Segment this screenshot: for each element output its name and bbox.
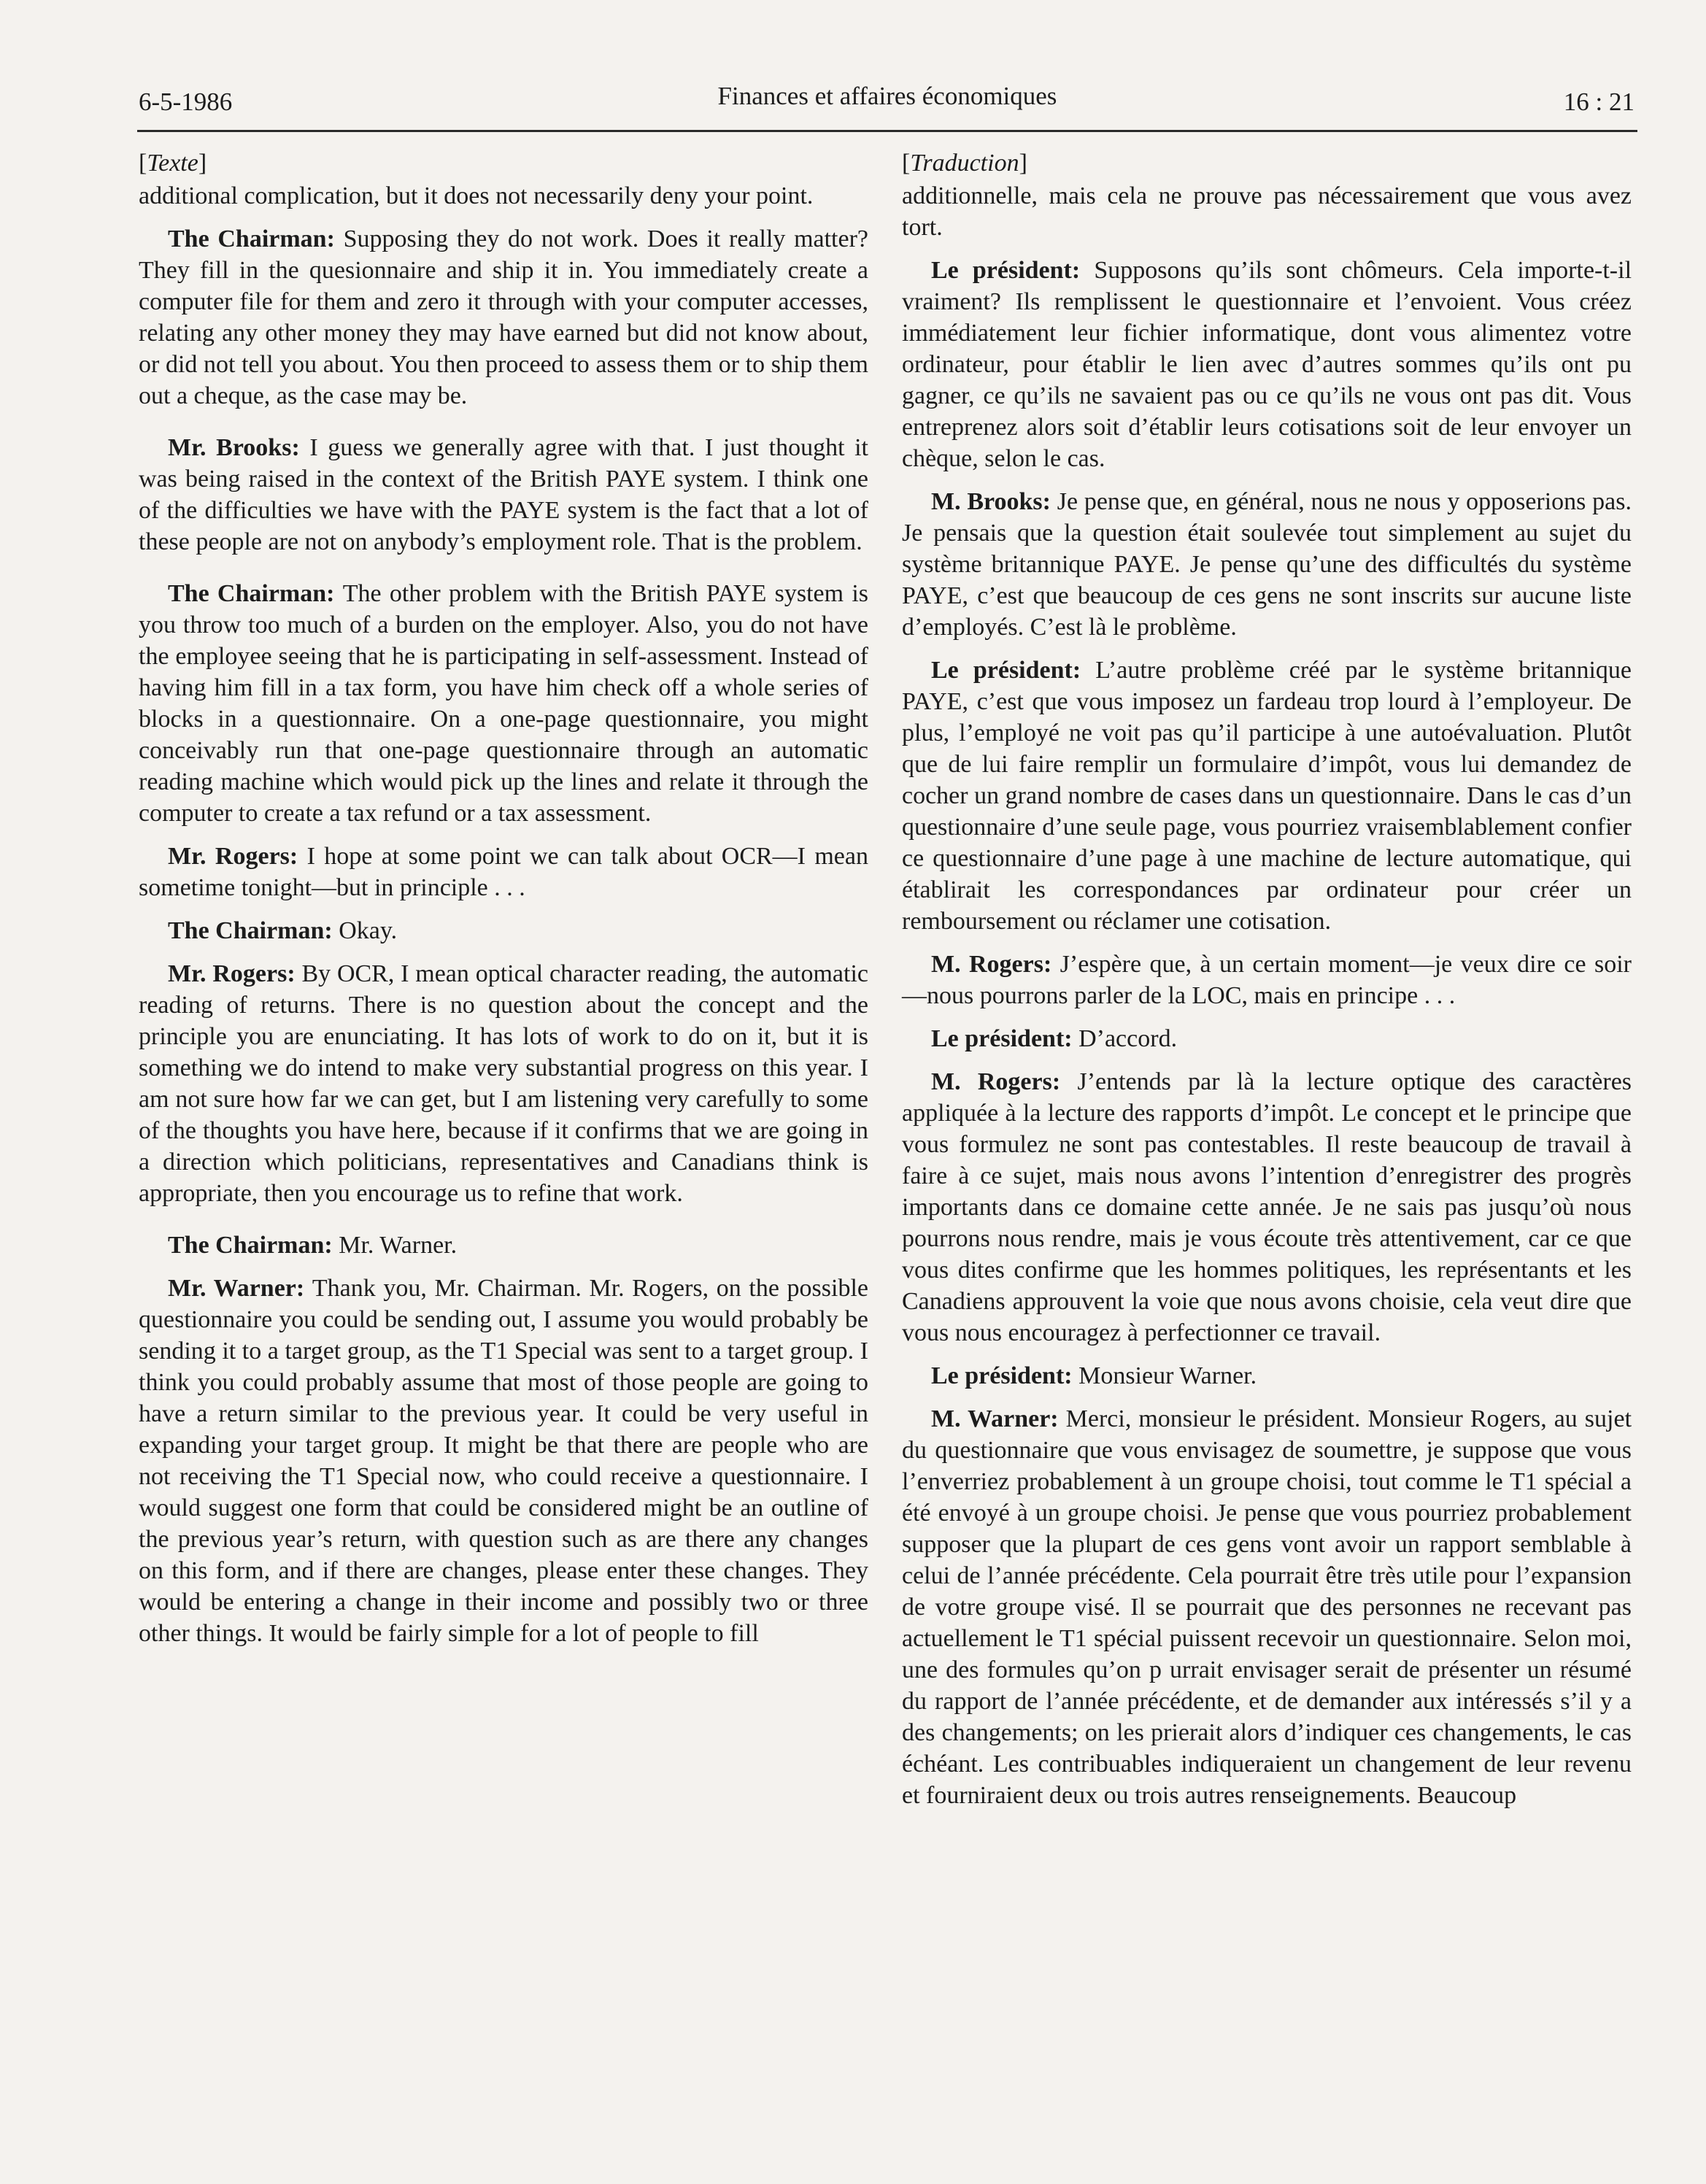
column-french: [902, 147, 1632, 1823]
column-tag-texte: [Texte]: [139, 150, 207, 177]
header-page-number: 16 : 21: [1563, 88, 1634, 116]
speaker-name: Mr. Warner:: [168, 1275, 305, 1302]
speech-paragraph: Le président: Monsieur Warner.: [931, 1362, 1257, 1389]
speech-paragraph: M. Rogers: J’espère que, à un certain moment—je veux dire ce soir—nous pourrons parler de la LOC, mais en principe . . .: [902, 951, 1632, 1009]
speech-paragraph: M. Brooks: Je pense que, en général, nous ne nous y opposerions pas. Je pensais que la question était soulevée tout simplement au sujet du système britannique PAYE. Je pense qu’une des difficultés du système PAYE, c’est que beaucoup de ces gens ne sont inscrits sur aucune liste d’employés. C’est là le problème.: [902, 488, 1632, 641]
speaker-name: Le président:: [931, 657, 1081, 684]
speaker-name: The Chairman:: [168, 917, 333, 944]
speaker-name: Mr. Brooks:: [168, 434, 300, 461]
speech-paragraph: M. Rogers: J’entends par là la lecture optique des caractères appliquée à la lecture des rapports d’impôt. Le concept et le principe que vous formulez ne sont pas contestables. Il reste beaucoup de travail à faire à ce sujet, mais nous avons l’intention d’enregistrer des progrès importants dans ce domaine cette année. Je ne sais pas jusqu’où nous pourrons nous rendre, mais je vous écoute très attentivement, car ce que vous dites confirme que les hommes politiques, les représentants et les Canadiens approuvent la voie que nous avons choisie, cela veut dire que vous nous encouragez à perfectionner ce travail.: [902, 1068, 1632, 1346]
speech-paragraph: Mr. Brooks: I guess we generally agree with that. I just thought it was being raised in the context of the British PAYE system. I think one of the difficulties we have with the PAYE system is the fact that a lot of these people are not on anybody’s employment role. That is the problem.: [139, 434, 868, 555]
speech-paragraph: Le président: Supposons qu’ils sont chômeurs. Cela importe-t-il vraiment? Ils remplissent le questionnaire et l’envoient. Vous créez immédiatement leur fichier informatique, dont vous alimentez votre ordinateur, pour établir le lien avec d’autres sommes qu’ils ont pu gagner, ce qu’ils ne savaient pas ou ce qu’ils ne vous ont pas dit. Vous entreprenez alors soit d’établir leurs cotisations soit de leur envoyer un chèque, selon le cas.: [902, 257, 1632, 472]
speaker-name: The Chairman:: [168, 580, 335, 607]
speech-paragraph: Mr. Warner: Thank you, Mr. Chairman. Mr. Rogers, on the possible questionnaire you could be sending out, I assume you would probably be sending it to a target group, as the T1 Special was sent to a target group. I think you could probably assume that most of those people are going to have a return similar to the previous year. It could be very useful in expanding your target group. It might be that there are people who are not receiving the T1 Special now, who could receive a questionnaire. I would suggest one form that could be considered might be an outline of the previous year’s return, with question such as are there any changes on this form, and if there are changes, please enter these changes. They would be entering a change in their income and possibly two or three other things. It would be fairly simple for a lot of people to fill: [139, 1275, 869, 1647]
speech-paragraph: M. Warner: Merci, monsieur le président. Monsieur Rogers, au sujet du questionnaire que vous envisagez de soumettre, je suppose que vous l’enverriez probablement à un groupe choisi, tout comme le T1 spécial a été envoyé à un groupe choisi. Je pense que vous pourriez probablement supposer que la plupart de ces gens vont avoir un rapport semblable à celui de l’année précédente. Cela pourrait être très utile pour l’expansion de votre groupe visé. Il se pourrait que des personnes ne recevant pas actuellement le T1 spécial puissent recevoir un questionnaire. Selon moi, une des formules qu’on p urrait envisager serait de présenter un résumé du rapport de l’année précédente, et de demander aux intéressés s’il y a des changements; on les prierait alors d’indiquer ces changements, le cas échéant. Les contribuables indiqueraient un changement de leur revenu et fourniraient deux ou trois autres renseignements. Beaucoup: [902, 1405, 1632, 1809]
speaker-name: M. Rogers:: [931, 951, 1052, 978]
column-english: [139, 147, 868, 1661]
speech-paragraph: Le président: D’accord.: [931, 1025, 1178, 1052]
page-header: [137, 79, 1637, 132]
speech-paragraph: The Chairman: Okay.: [168, 917, 398, 944]
column-tag-traduction: [Traduction]: [902, 150, 1027, 177]
speech-paragraph: The Chairman: Supposing they do not work. Does it really matter? They fill in the quesionnaire and ship it in. You immediately create a computer file for them and zero it through with your computer accesses, relating any other money they may have earned but did not know about, or did not tell you about. You then proceed to assess them or to ship them out a cheque, as the case may be.: [139, 225, 868, 409]
header-title: Finances et affaires économiques: [717, 82, 1057, 110]
speaker-name: Le président:: [931, 257, 1081, 284]
speech-paragraph: The Chairman: Mr. Warner.: [168, 1232, 458, 1259]
speaker-name: M. Brooks:: [931, 488, 1051, 515]
header-date: 6-5-1986: [139, 88, 233, 116]
speaker-name: The Chairman:: [168, 225, 335, 252]
speaker-name: Le président:: [931, 1025, 1073, 1052]
speech-paragraph: Mr. Rogers: By OCR, I mean optical character reading, the automatic reading of returns. There is no question about the concept and the principle you are enunciating. It has lots of work to do on it, but it is something we do intend to make very substantial progress on this year. I am not sure how far we can get, but I am listening very carefully to some of the thoughts you have here, because if it confirms that we are going in a direction which politicians, representatives and Canadians think is appropriate, then you encourage us to refine that work.: [139, 960, 869, 1207]
paragraph: additionnelle, mais cela ne prouve pas nécessairement que vous avez tort.: [902, 182, 1632, 241]
speaker-name: Le président:: [931, 1362, 1073, 1389]
speech-paragraph: Mr. Rogers: I hope at some point we can talk about OCR—I mean sometime tonight—but in principle . . .: [139, 843, 868, 901]
speech-paragraph: Le président: L’autre problème créé par le système britannique PAYE, c’est que vous imposez un fardeau trop lourd à l’employeur. De plus, l’employé ne voit pas qu’il participe à une autoévaluation. Plutôt que de lui faire remplir un formulaire d’impôt, vous lui demandez de cocher un grand nombre de cases dans un questionnaire. Dans le cas d’un questionnaire d’une seule page, vous pourriez vraisemblablement confier ce questionnaire d’une page à une machine de lecture automatique, qui établirait les correspondances par ordinateur pour créer un remboursement ou réclamer une cotisation.: [902, 657, 1632, 935]
speaker-name: Mr. Rogers:: [168, 960, 296, 987]
paragraph: additional complication, but it does not necessarily deny your point.: [139, 182, 814, 209]
speaker-name: M. Warner:: [931, 1405, 1059, 1432]
speaker-name: The Chairman:: [168, 1232, 333, 1259]
speech-paragraph: The Chairman: The other problem with the British PAYE system is you throw too much of a burden on the employer. Also, you do not have the employee seeing that he is participating in self-assessment. Instead of having him fill in a tax form, you have him check off a whole series of blocks in a questionnaire. On a one-page questionnaire, you might conceivably run that one-page questionnaire through an automatic reading machine which would pick up the lines and relate it through the computer to create a tax refund or a tax assessment.: [139, 580, 869, 827]
speaker-name: M. Rogers:: [931, 1068, 1061, 1095]
speaker-name: Mr. Rogers:: [168, 843, 298, 870]
